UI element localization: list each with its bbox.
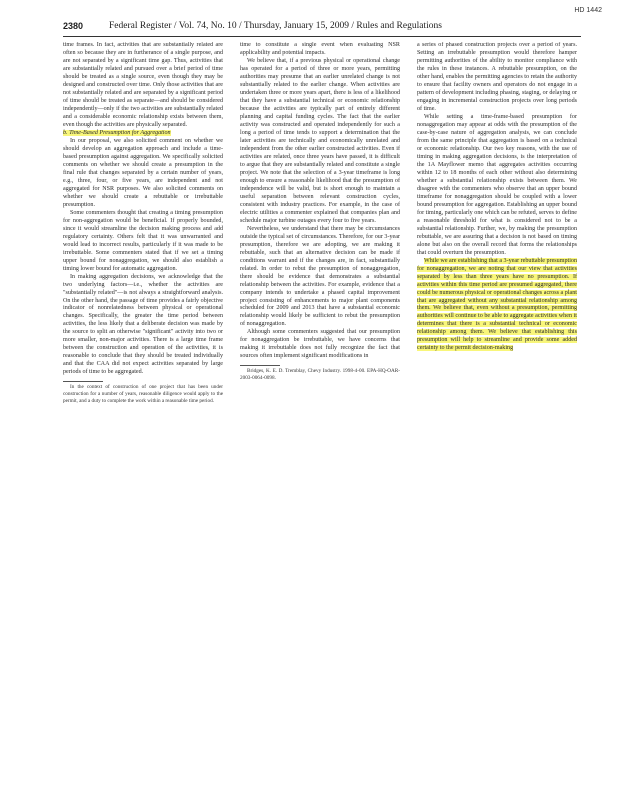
document-stamp: HD 1442 — [574, 7, 602, 14]
paragraph: In making aggregation decisions, we acknowledge that the two underlying factors—i.e., whether the activities are "substantially related"—is not always a straightforward analysis. On the other hand, the passage of time provides a fairly objective indicator of nonrelatedness between physical or operational changes. Specifically, the greater the time period between activities, the less likely that a deliberate decision was made by the source to split an otherwise "significant" activity into two or more smaller, non-major activities. There is a large time frame between the construction and operation of the activities, it is reasonable to conclude that they should be treated individually and that the CAA did not expect activities separated by large periods of time to be aggregated. — [63, 273, 223, 376]
paragraph: Nevertheless, we understand that there may be circumstances outside the typical set of circumstances. Therefore, for our 3-year presumption, therefore we are adopting, we are making it rebuttable, such that an alternative decision can be made if conditions warrant and if the changes are, in fact, substantially related. In order to rebut the presumption of nonaggregation, there should be evidence that demonstrates a substantial relationship between the activities. For example, evidence that a company intends to undertake a phased capital improvement project consisting of enhancements to major plant components scheduled for 2009 and 2013 that have a substantial economic relationship would likely be sufficient to rebut the presumption of nonaggregation. — [240, 225, 400, 328]
paragraph: We believe that, if a previous physical or operational change has operated for a period of three or more years, permitting authorities may presume that an earlier unrelated change is not substantially related to the earlier change. When activities are undertaken three or more years apart, there is less of a likelihood that they have a substantial technical or economic relationship because the activities are typically part of entirely different planning and capital funding cycles. The fact that the earlier activity was constructed and operated independently for such a long a period of time tends to support a determination that the later activities are technically and economically unrelated and independent from the other earlier constructed activities. Even if activities are related, once three years have passed, it is difficult to argue that they are substantially related and constitute a single project. We note that the selection of a 3-year timeframe is long enough to ensure a reasonable likelihood that the presumption of independence will be valid, but is short enough to maintain a useful separation between relevant construction cycles, consistent with industry practices. For example, in the case of electric utilities a commenter explained that companies plan and schedule major turbine outages every four to five years. — [240, 57, 400, 224]
running-head: Federal Register / Vol. 74, No. 10 / Thursday, January 15, 2009 / Rules and Regulations — [109, 21, 442, 31]
column-2 — [240, 42, 400, 770]
column-3 — [417, 42, 577, 770]
header-rule — [63, 36, 581, 37]
page-number: 2380 — [63, 21, 84, 31]
paragraph: Although some commenters suggested that our presumption for nonaggregation be irrebuttable, we have concerns that making it irrebuttable does not fully recognize the fact that sources often implement significant modifications in — [240, 329, 400, 360]
paragraph: time frames. In fact, activities that are substantially related are often so because they are in furtherance of a single purpose, and are not separated by a significant time gap. Thus, activities that are substantially related and pursued over a brief period of time should be treated as a single source, even though they may be designed and constructed over time. Only those activities that are not substantially related and are separated by a significant period of time should be treated as separate—and should be considered independently—only if the two activities are substantially related and a considerable economic relationship exists between them, even though the activities are physically separated. — [63, 42, 223, 128]
footnote: In the context of construction of one project that has been under construction for a number of years, reasonable diligence would apply to the permit, and a duty to complete the work within a reasonable time period. — [63, 384, 223, 404]
footnote: Bridges, K. E. D. Tremblay, Chevy Industry. 1998-4-00. EPA-HQ-OAR-2003-0064-0098. — [240, 368, 400, 381]
footnote-rule — [63, 381, 103, 382]
column-1 — [63, 42, 223, 770]
paragraph: In our proposal, we also solicited comment on whether we should develop an aggregation approach and include a time-based presumption against aggregation. We specifically solicited comments on whether we should create a presumption in the final rule that changes separated by a certain number of years, e.g., three, four, or five years, are independent and not aggregated for NSR purposes. We also solicited comments on whether we should create a rebuttable or irrebuttable presumption. — [63, 137, 223, 208]
paragraph: time to constitute a single event when evaluating NSR applicability and potential impacts. — [240, 42, 400, 56]
highlighted-heading: b. Time-Based Presumption for Aggregation — [63, 129, 171, 136]
paragraph: Some commenters thought that creating a timing presumption for non-aggregation would be beneficial. If properly bounded, since it would streamline the decision making process and add regulatory certainty. Others felt that it was unwarranted and would lead to incorrect results, particularly if it was made to be irrebuttable. Some commenters stated that if we set a timing upper bound for nonaggregation, we should also establish a timing lower bound for automatic aggregation. — [63, 209, 223, 272]
paragraph: While setting a time-frame-based presumption for nonaggregation may appear at odds with the presumption of the case-by-case nature of aggregation analysis, we can conclude from the same principle that aggregation is based on a technical or economic relationship. Our two key reasons, with the use of timing in making aggregation decisions, is the interpretation of the 1A Mayflower memo that aggregates activities occurring within 12 to 18 months of each other without also determining whether a substantial relationship exists between them. We disagree with the commenters who observe that an upper bound timeframe for nonaggregation should be coupled with a lower bound presumption for aggregation. Establishing an upper bound for timing, particularly one which can be refuted, serves to define a reasonable threshold for what is considered not to be a substantial relationship. Further, we, by making the presumption rebuttable, we are assuring that a decision is not based on timing alone but also on the overall record that forms the relationships that could overturn the presumption. — [417, 113, 577, 256]
paragraph — [417, 258, 577, 354]
footnote-rule — [240, 365, 280, 366]
section-heading — [63, 130, 223, 138]
page-header — [63, 21, 581, 33]
paragraph: a series of phased construction projects over a period of years. Setting an irrebuttable presumption would therefore hamper permitting authorities of the ability to monitor compliance with the rules in these instances. A rebuttable presumption, on the other hand, enables the permitting agencies to retain the authority to ensure that facility owners and operators do not engage in a pattern of development including phasing, staging, or delaying or engaging in incremental construction projects over long periods of time. — [417, 42, 577, 112]
highlighted-text: While we are establishing that a 3-year rebuttable presumption for nonaggregation, we are noting that our view that activities separated by less than three years have no presumption. If activities within this time period are presumed aggregated, there could be numerous physical or operational changes across a plant that are aggregated without any substantial relationship among them. We believe that, even without a presumption, permitting authorities will continue to be able to aggregate activities when it determines that there is a substantial technical or economic relationship among them. We believe that establishing this presumption will help to streamline and provide some added certainty to the permit decision-making — [417, 257, 577, 352]
